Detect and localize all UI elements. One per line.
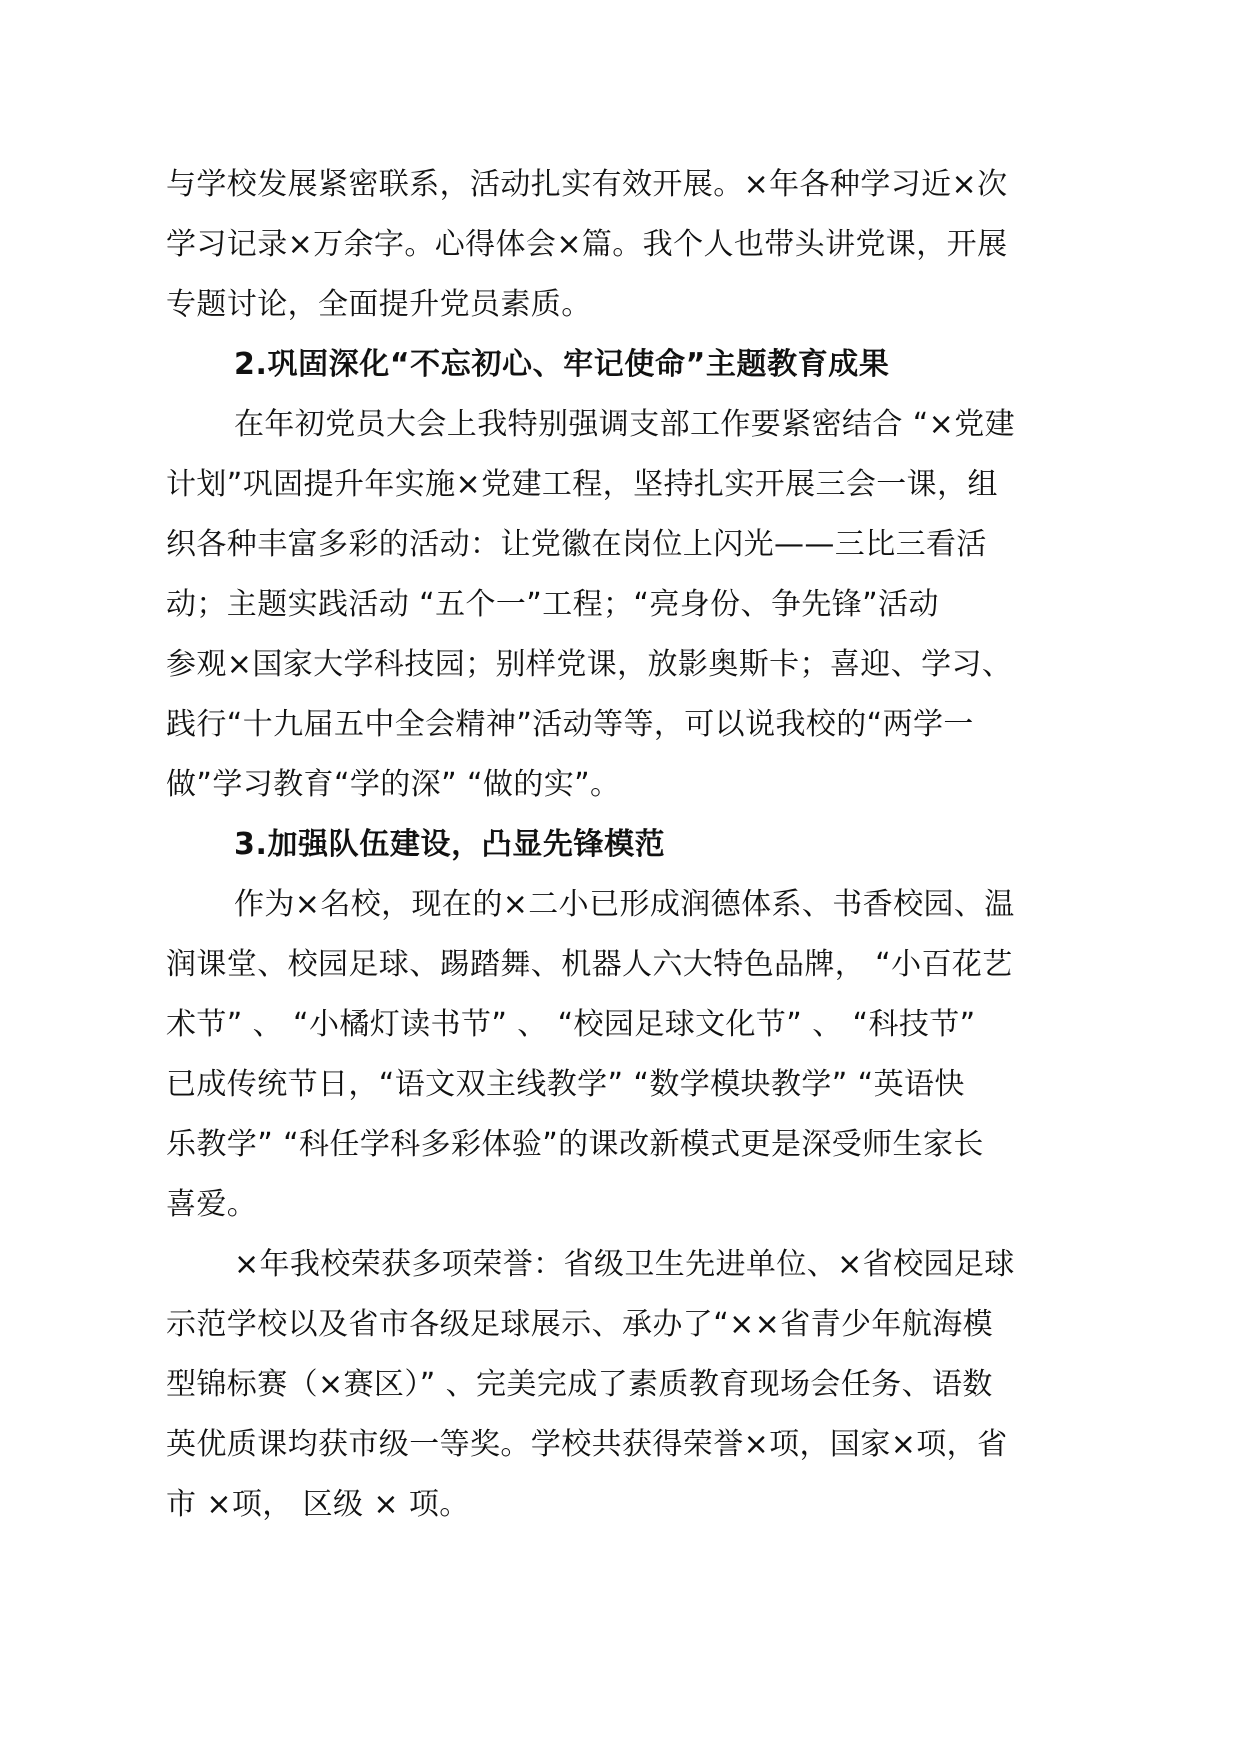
- paragraph-line: 与学校发展紧密联系，活动扎实有效开展。×年各种学习近×次: [166, 167, 1008, 202]
- paragraph-line: 动；主题实践活动 “五个一”工程；“亮身份、争先锋”活动: [166, 587, 939, 622]
- paragraph-line: 乐教学” “科任学科多彩体验”的课改新模式更是深受师生家长: [166, 1127, 984, 1162]
- paragraph-line: 专题讨论，全面提升党员素质。: [166, 287, 592, 322]
- paragraph-line: ×年我校荣获多项荣誉：省级卫生先进单位、×省校园足球: [234, 1247, 1015, 1282]
- document-body: [166, 155, 1126, 1535]
- section-heading-2: 2.巩固深化“不忘初心、牢记使命”主题教育成果: [234, 347, 890, 382]
- paragraph-line: 参观×国家大学科技园；别样党课，放影奥斯卡；喜迎、学习、: [166, 647, 1013, 682]
- paragraph-line: 在年初党员大会上我特别强调支部工作要紧密结合 “×党建: [234, 407, 1016, 442]
- paragraph-line: 践行“十九届五中全会精神”活动等等，可以说我校的“两学一: [166, 707, 974, 742]
- paragraph-line: 学习记录×万余字。心得体会×篇。我个人也带头讲党课，开展: [166, 227, 1008, 262]
- paragraph-line: 术节” 、 “小橘灯读书节” 、 “校园足球文化节” 、 “科技节”: [166, 1007, 976, 1042]
- paragraph-line: 市 ×项， 区级 × 项。: [166, 1487, 470, 1522]
- paragraph-line: 已成传统节日，“语文双主线教学” “数学模块教学” “英语快: [166, 1067, 965, 1102]
- paragraph-line: 作为×名校，现在的×二小已形成润德体系、书香校园、温: [234, 887, 1015, 922]
- paragraph-line: 做”学习教育“学的深” “做的实”。: [166, 767, 621, 802]
- paragraph-line: 喜爱。: [166, 1187, 258, 1222]
- section-heading-3: 3.加强队伍建设，凸显先锋模范: [234, 827, 666, 862]
- paragraph-line: 计划”巩固提升年实施×党建工程，坚持扎实开展三会一课，组: [166, 467, 998, 502]
- paragraph-line: 英优质课均获市级一等奖。学校共获得荣誉×项，国家×项，省: [166, 1427, 1008, 1462]
- paragraph-line: 示范学校以及省市各级足球展示、承办了“××省青少年航海模: [166, 1307, 994, 1342]
- paragraph-line: 织各种丰富多彩的活动：让党徽在岗位上闪光——三比三看活: [166, 527, 987, 562]
- paragraph-line: 润课堂、校园足球、踢踏舞、机器人六大特色品牌， “小百花艺: [166, 947, 1013, 982]
- paragraph-line: 型锦标赛（×赛区）” 、完美完成了素质教育现场会任务、语数: [166, 1367, 993, 1402]
